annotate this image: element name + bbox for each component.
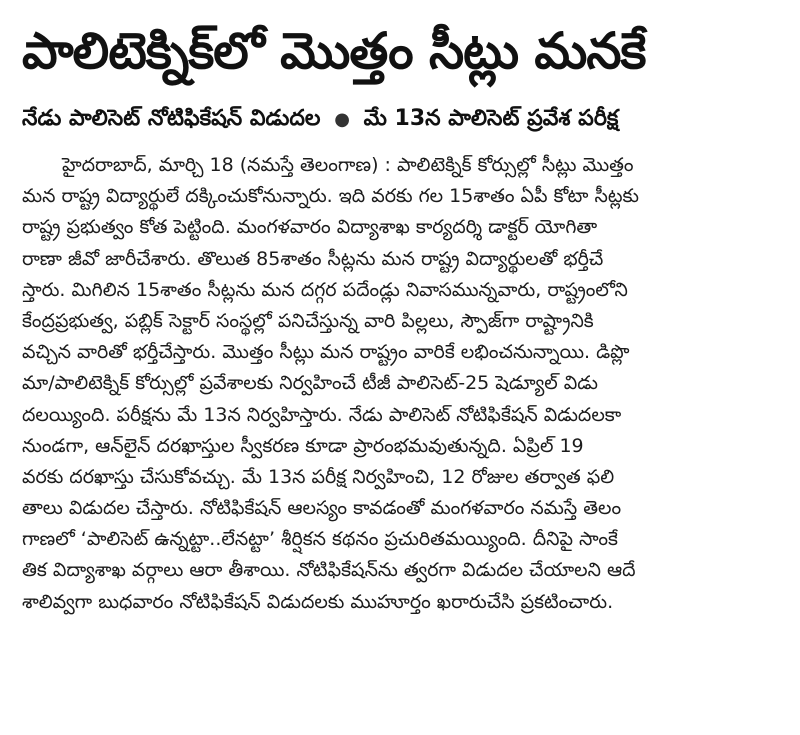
- article-body: [22, 150, 778, 618]
- subheadline-part-1: నేడు పాలిసెట్ నోటిఫికేషన్ విడుదల: [22, 106, 321, 131]
- body-line-15: శాలివ్వగా బుధవారం నోటిఫికేషన్ విడుదలకు ముహూర్తం ఖరారుచేసి ప్రకటించారు.: [22, 590, 614, 613]
- body-line-4: రాణా జీవో జారీచేశారు. తొలుత 85శాతం సీట్లను మన రాష్ట్ర విద్యార్థులతో భర్తీచే: [22, 247, 604, 270]
- body-line-3: రాష్ట్ర ప్రభుత్వం కోత పెట్టింది. మంగళవారం విద్యాశాఖ కార్యదర్శి డాక్టర్ యోగితా: [22, 216, 598, 239]
- body-line-10: నుండగా, ఆన్‌లైన్ దరఖాస్తుల స్వీకరణ కూడా ప్రారంభమవుతున్నది. ఏప్రిల్ 19: [22, 434, 584, 457]
- body-line-8: మా/పాలిటెక్నిక్ కోర్సుల్లో ప్రవేశాలకు నిర్వహించే టీజీ పాలిసెట్-25 షెడ్యూల్ విడు: [22, 372, 598, 395]
- subheadline: [22, 102, 778, 138]
- body-line-5: స్తారు. మిగిలిన 15శాతం సీట్లను మన దగ్గర పదేండ్లు నివాసమున్నవారు, రాష్ట్రంలోని: [22, 278, 628, 301]
- body-line-13: గాణలో ‘పాలిసెట్ ఉన్నట్టా..లేనట్టా’ శీర్షికన కథనం ప్రచురితమయ్యింది. దీనిపై సాంకే: [22, 528, 618, 551]
- headline: పాలిటెక్నిక్‌లో మొత్తం సీట్లు మనకే: [22, 22, 646, 80]
- body-line-6: కేంద్రప్రభుత్వ, పబ్లిక్ సెక్టార్ సంస్థల్లో పనిచేస్తున్న వారి పిల్లలు, స్పౌజ్‌గా రాష్ట్రానికి: [22, 309, 594, 332]
- subheadline-part-2: మే 13న పాలిసెట్ ప్రవేశ పరీక్ష: [363, 106, 619, 131]
- body-line-11: వరకు దరఖాస్తు చేసుకోవచ్చు. మే 13న పరీక్ష నిర్వహించి, 12 రోజుల తర్వాత ఫలి: [22, 465, 615, 488]
- body-line-1: హైదరాబాద్, మార్చి 18 (నమస్తే తెలంగాణ) : పాలిటెక్నిక్ కోర్సుల్లో సీట్లు మొత్తం: [62, 154, 634, 176]
- body-line-2: మన రాష్ట్ర విద్యార్థులే దక్కించుకోనున్నారు. ఇది వరకు గల 15శాతం ఏపీ కోటా సీట్లకు: [22, 185, 639, 208]
- bullet-separator: ●: [334, 109, 350, 130]
- body-line-9: దలయ్యింది. పరీక్షను మే 13న నిర్వహిస్తారు. నేడు పాలిసెట్ నోటిఫికేషన్ విడుదలకా: [22, 403, 622, 426]
- body-line-12: తాలు విడుదల చేస్తారు. నోటిఫికేషన్ ఆలస్యం కావడంతో మంగళవారం నమస్తే తెలం: [22, 497, 622, 520]
- body-line-14: తిక విద్యాశాఖ వర్గాలు ఆరా తీశాయి. నోటిఫికేషన్‌ను త్వరగా విడుదల చేయాలని ఆదే: [22, 559, 636, 582]
- body-line-7: వచ్చిన వారితో భర్తీచేస్తారు. మొత్తం సీట్లు మన రాష్ట్రం వారికే లభించనున్నాయి. డిప్లొ: [22, 341, 630, 364]
